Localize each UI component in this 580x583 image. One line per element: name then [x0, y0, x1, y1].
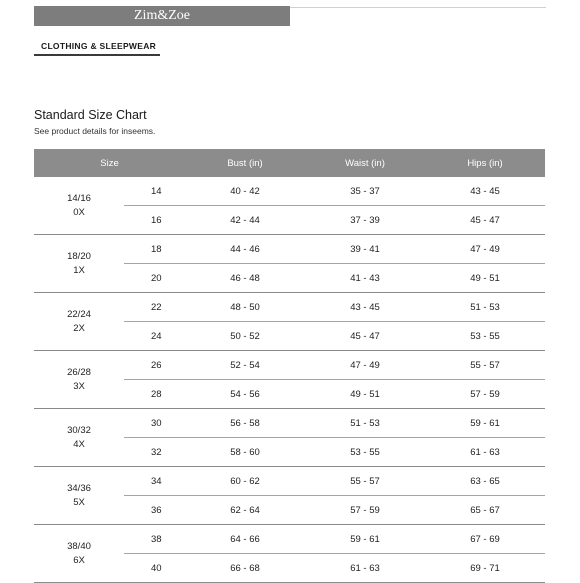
- size-cell: 16: [151, 214, 162, 226]
- waist-cell: 39 - 41: [350, 243, 380, 255]
- size-table: [34, 149, 545, 583]
- bust-cell: 54 - 56: [230, 388, 260, 400]
- hips-cell: 69 - 71: [470, 562, 500, 574]
- size-cell: 28: [151, 388, 162, 400]
- table-row: [124, 321, 545, 350]
- hips-cell: 57 - 59: [470, 388, 500, 400]
- hips-cell: 45 - 47: [470, 214, 500, 226]
- bust-cell: 46 - 48: [230, 272, 260, 284]
- size-group: [34, 293, 545, 351]
- size-group: [34, 409, 545, 467]
- hips-cell: 53 - 55: [470, 330, 500, 342]
- hips-cell: 47 - 49: [470, 243, 500, 255]
- size-range-label: 30/32: [67, 424, 91, 436]
- hips-cell: 61 - 63: [470, 446, 500, 458]
- chart-title: Standard Size Chart: [34, 108, 147, 122]
- hips-cell: 43 - 45: [470, 185, 500, 197]
- hips-cell: 49 - 51: [470, 272, 500, 284]
- size-group-label: [34, 467, 124, 524]
- waist-cell: 35 - 37: [350, 185, 380, 197]
- size-range-label: 14/16: [67, 192, 91, 204]
- size-range-label: 26/28: [67, 366, 91, 378]
- plus-size-label: 1X: [73, 264, 85, 276]
- size-cell: 36: [151, 504, 162, 516]
- waist-cell: 61 - 63: [350, 562, 380, 574]
- size-group-label: [34, 293, 124, 350]
- hips-cell: 55 - 57: [470, 359, 500, 371]
- waist-cell: 51 - 53: [350, 417, 380, 429]
- table-row: [124, 263, 545, 292]
- table-row: [124, 525, 545, 553]
- size-group: [34, 177, 545, 235]
- table-header: [34, 149, 545, 177]
- size-range-label: 22/24: [67, 308, 91, 320]
- size-group: [34, 351, 545, 409]
- size-range-label: 38/40: [67, 540, 91, 552]
- size-cell: 30: [151, 417, 162, 429]
- waist-cell: 53 - 55: [350, 446, 380, 458]
- bust-cell: 50 - 52: [230, 330, 260, 342]
- size-cell: 32: [151, 446, 162, 458]
- table-row: [124, 495, 545, 524]
- plus-size-label: 2X: [73, 322, 85, 334]
- category-underline: [34, 54, 160, 56]
- bust-cell: 44 - 46: [230, 243, 260, 255]
- waist-cell: 57 - 59: [350, 504, 380, 516]
- category-label: CLOTHING & SLEEPWEAR: [41, 41, 157, 51]
- size-range-label: 18/20: [67, 250, 91, 262]
- size-cell: 22: [151, 301, 162, 313]
- plus-size-label: 3X: [73, 380, 85, 392]
- hips-cell: 63 - 65: [470, 475, 500, 487]
- header-hips: Hips (in): [467, 157, 503, 169]
- table-row: [124, 351, 545, 379]
- size-cell: 18: [151, 243, 162, 255]
- plus-size-label: 6X: [73, 554, 85, 566]
- size-group-label: [34, 351, 124, 408]
- size-cell: 14: [151, 185, 162, 197]
- header-bust: Bust (in): [227, 157, 263, 169]
- bust-cell: 60 - 62: [230, 475, 260, 487]
- bust-cell: 66 - 68: [230, 562, 260, 574]
- size-cell: 40: [151, 562, 162, 574]
- hips-cell: 65 - 67: [470, 504, 500, 516]
- chart-subtitle: See product details for inseems.: [34, 126, 156, 136]
- table-row: [124, 177, 545, 205]
- bust-cell: 62 - 64: [230, 504, 260, 516]
- header-size: Size: [100, 157, 119, 169]
- bust-cell: 40 - 42: [230, 185, 260, 197]
- hips-cell: 67 - 69: [470, 533, 500, 545]
- waist-cell: 45 - 47: [350, 330, 380, 342]
- bust-cell: 56 - 58: [230, 417, 260, 429]
- table-body: [34, 177, 545, 583]
- hips-cell: 51 - 53: [470, 301, 500, 313]
- brand-logo: Zim&Zoe: [34, 6, 290, 26]
- waist-cell: 49 - 51: [350, 388, 380, 400]
- table-row: [124, 379, 545, 408]
- waist-cell: 43 - 45: [350, 301, 380, 313]
- table-row: [124, 437, 545, 466]
- waist-cell: 41 - 43: [350, 272, 380, 284]
- table-row: [124, 409, 545, 437]
- waist-cell: 47 - 49: [350, 359, 380, 371]
- plus-size-label: 0X: [73, 206, 85, 218]
- size-cell: 26: [151, 359, 162, 371]
- size-cell: 38: [151, 533, 162, 545]
- top-divider: [290, 7, 546, 8]
- size-cell: 34: [151, 475, 162, 487]
- waist-cell: 59 - 61: [350, 533, 380, 545]
- plus-size-label: 5X: [73, 496, 85, 508]
- hips-cell: 59 - 61: [470, 417, 500, 429]
- plus-size-label: 4X: [73, 438, 85, 450]
- bust-cell: 52 - 54: [230, 359, 260, 371]
- size-group-label: [34, 409, 124, 466]
- table-row: [124, 553, 545, 582]
- waist-cell: 55 - 57: [350, 475, 380, 487]
- size-group-label: [34, 525, 124, 582]
- table-row: [124, 467, 545, 495]
- bust-cell: 48 - 50: [230, 301, 260, 313]
- table-row: [124, 205, 545, 234]
- bust-cell: 64 - 66: [230, 533, 260, 545]
- header-waist: Waist (in): [345, 157, 385, 169]
- waist-cell: 37 - 39: [350, 214, 380, 226]
- size-cell: 20: [151, 272, 162, 284]
- bust-cell: 42 - 44: [230, 214, 260, 226]
- size-group-label: [34, 177, 124, 234]
- size-range-label: 34/36: [67, 482, 91, 494]
- bust-cell: 58 - 60: [230, 446, 260, 458]
- table-row: [124, 235, 545, 263]
- size-group: [34, 525, 545, 583]
- table-row: [124, 293, 545, 321]
- size-group: [34, 467, 545, 525]
- size-cell: 24: [151, 330, 162, 342]
- size-group: [34, 235, 545, 293]
- size-group-label: [34, 235, 124, 292]
